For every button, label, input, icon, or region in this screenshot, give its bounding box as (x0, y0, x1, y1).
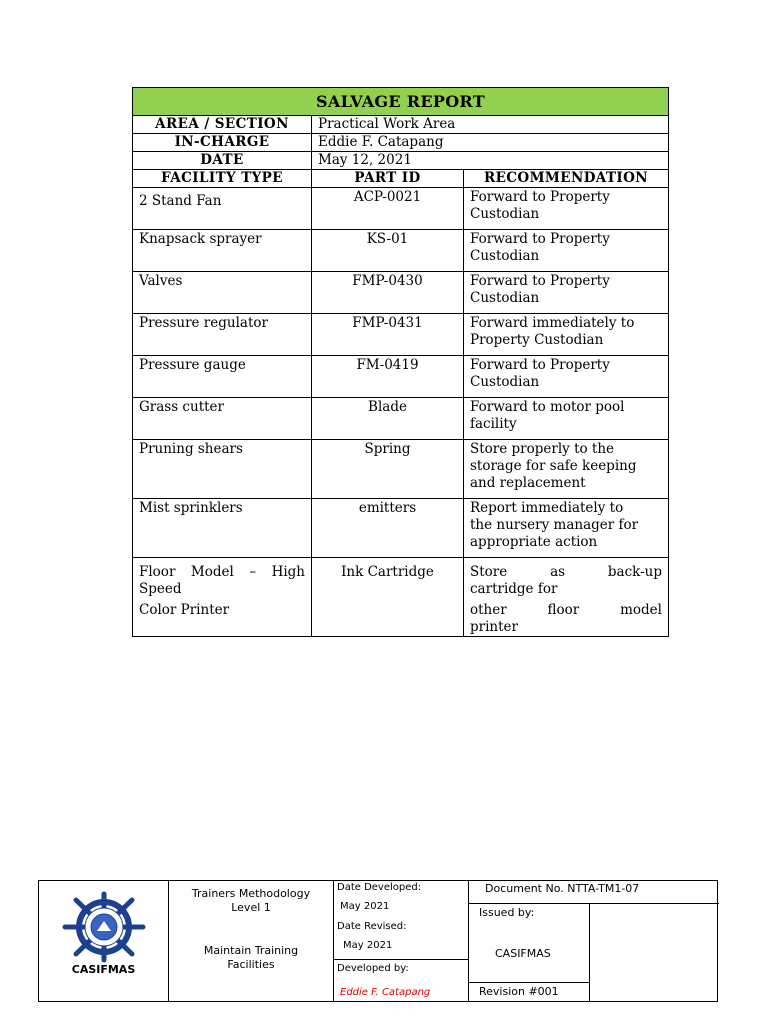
recommendation-cell: Forward to Property Custodian (464, 188, 669, 230)
footer-document-cell (469, 881, 719, 1001)
recommendation-cell: Store properly to the storage for safe keeping and replacement (464, 440, 669, 499)
facility-cell: Knapsack sprayer (133, 230, 312, 272)
facility-cell: Floor Model – High Speed Color Printer (133, 558, 312, 637)
table-row (133, 499, 669, 558)
table-row (133, 398, 669, 440)
divider (469, 982, 589, 983)
recommendation-cell: Report immediately to the nursery manager for appropriate action (464, 499, 669, 558)
date-label: DATE (133, 152, 312, 170)
issued-by-label: Issued by: (479, 906, 535, 919)
incharge-row (133, 134, 669, 152)
divider (334, 959, 468, 960)
developed-by-label: Developed by: (337, 963, 409, 974)
footer-dates-cell (334, 881, 469, 1001)
salvage-report-table (132, 87, 669, 637)
footer-logo-cell (39, 881, 169, 1001)
part-id-cell: emitters (312, 499, 464, 558)
date-developed-value: May 2021 (340, 901, 390, 912)
course-title: Trainers Methodology (191, 887, 311, 900)
issued-by-value: CASIFMAS (495, 947, 551, 960)
developer-name: Eddie F. Catapang (340, 987, 431, 998)
facility-cell: Pressure gauge (133, 356, 312, 398)
table-row (133, 356, 669, 398)
facility-cell: Valves (133, 272, 312, 314)
footer-course-cell (169, 881, 334, 1001)
facility-cell: Mist sprinklers (133, 499, 312, 558)
title-row (133, 88, 669, 116)
table-row (133, 440, 669, 499)
facility-cell: 2 Stand Fan (133, 188, 312, 230)
document-footer (38, 880, 718, 1002)
incharge-value: Eddie F. Catapang (312, 134, 669, 152)
facility-cell: Pressure regulator (133, 314, 312, 356)
facility-cell: Pruning shears (133, 440, 312, 499)
date-revised-label: Date Revised: (337, 921, 407, 932)
table-row (133, 230, 669, 272)
date-revised-value: May 2021 (343, 940, 393, 951)
incharge-label: IN-CHARGE (133, 134, 312, 152)
date-value: May 12, 2021 (312, 152, 669, 170)
logo-name: CASIFMAS (71, 963, 136, 976)
report-title: SALVAGE REPORT (133, 88, 669, 116)
recommendation-cell: Forward immediately to Property Custodian (464, 314, 669, 356)
module-title: Maintain Training (203, 944, 299, 957)
area-label: AREA / SECTION (133, 116, 312, 134)
column-header-row (133, 170, 669, 188)
table-row (133, 314, 669, 356)
revision-number: Revision #001 (479, 985, 559, 998)
part-id-cell: FMP-0430 (312, 272, 464, 314)
part-id-cell: ACP-0021 (312, 188, 464, 230)
part-id-cell: Blade (312, 398, 464, 440)
table-row (133, 558, 669, 637)
col-header-facility: FACILITY TYPE (133, 170, 312, 188)
divider (469, 903, 719, 904)
date-row (133, 152, 669, 170)
area-row (133, 116, 669, 134)
part-id-cell: Ink Cartridge (312, 558, 464, 637)
part-id-cell: FM-0419 (312, 356, 464, 398)
recommendation-cell: Store as back-up cartridge for other floor model printer (464, 558, 669, 637)
document-number: Document No. NTTA-TM1-07 (485, 882, 640, 895)
facility-cell: Grass cutter (133, 398, 312, 440)
area-value: Practical Work Area (312, 116, 669, 134)
part-id-cell: KS-01 (312, 230, 464, 272)
divider (589, 903, 590, 1001)
date-developed-label: Date Developed: (337, 882, 422, 893)
recommendation-cell: Forward to Property Custodian (464, 272, 669, 314)
part-id-cell: Spring (312, 440, 464, 499)
table-row (133, 188, 669, 230)
col-header-part-id: PART ID (312, 170, 464, 188)
part-id-cell: FMP-0431 (312, 314, 464, 356)
recommendation-cell: Forward to motor pool facility (464, 398, 669, 440)
module-title-line2: Facilities (227, 958, 275, 971)
recommendation-cell: Forward to Property Custodian (464, 356, 669, 398)
course-level: Level 1 (231, 901, 271, 914)
col-header-recommendation: RECOMMENDATION (464, 170, 669, 188)
ship-wheel-logo-icon (59, 891, 149, 963)
recommendation-cell: Forward to Property Custodian (464, 230, 669, 272)
table-row (133, 272, 669, 314)
